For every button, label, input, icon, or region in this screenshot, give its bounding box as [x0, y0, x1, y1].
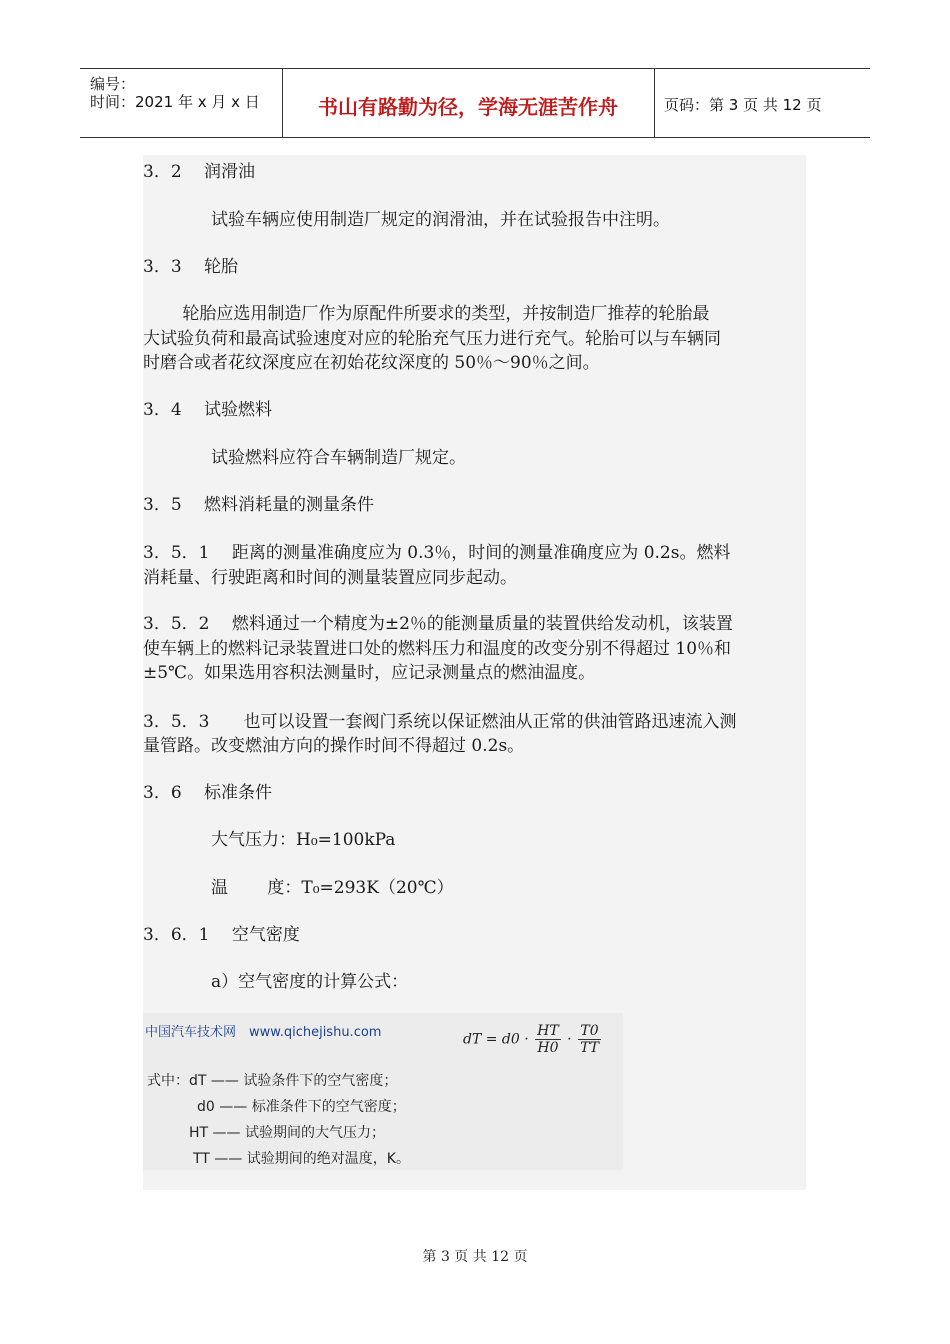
figure-watermark: 中国汽车技术网 www.qichejishu.com — [145, 1025, 382, 1040]
section-3-5-2-line1: 3．5．2 燃料通过一个精度为±2％的能测量质量的装置供给发动机，该装置 — [143, 614, 733, 634]
section-heading-3-4: 3．4 试验燃料 — [143, 400, 273, 420]
header-motto-cell — [282, 69, 655, 137]
document-date-label: 时间：2021 年 x 月 x 日 — [90, 93, 260, 111]
document-number-label: 编号： — [90, 75, 136, 93]
section-body-3-4: 试验燃料应符合车辆制造厂规定。 — [211, 448, 466, 468]
section-body-3-3-line1: 轮胎应选用制造厂作为原配件所要求的类型，并按制造厂推荐的轮胎最 — [143, 304, 710, 324]
header-meta-cell — [80, 69, 283, 137]
motto-text: 书山有路勤为径，学海无涯苦作舟 — [318, 95, 618, 119]
formula-legend-3: HT —— 试验期间的大气压力； — [189, 1125, 385, 1141]
air-density-formula-figure — [143, 1013, 623, 1170]
air-density-formula: dT = d0 · $\frac{HT}{H0}$ · $\frac{T0}{TT}$ — [463, 1023, 599, 1056]
formula-intro: a）空气密度的计算公式： — [211, 972, 409, 992]
section-3-5-3-line1: 3．5．3 也可以设置一套阀门系统以保证燃油从正常的供油管路迅速流入测 — [143, 712, 737, 732]
section-3-5-1-line1: 3．5．1 距离的测量准确度应为 0.3％，时间的测量准确度应为 0.2s。燃料 — [143, 543, 731, 563]
section-heading-3-5: 3．5 燃料消耗量的测量条件 — [143, 495, 375, 515]
section-3-5-2-line3: ±5℃。如果选用容积法测量时，应记录测量点的燃油温度。 — [143, 663, 596, 683]
pressure-ratio-numerator: HT — [537, 1023, 559, 1039]
section-3-5-3-line2: 量管路。改变燃油方向的操作时间不得超过 0.2s。 — [143, 736, 525, 756]
section-heading-3-3: 3．3 轮胎 — [143, 257, 239, 277]
formula-legend-4: TT —— 试验期间的绝对温度，K。 — [193, 1151, 410, 1167]
standard-temperature: 温 度：T₀=293K（20℃） — [211, 878, 454, 898]
page-code-label: 页码：第 3 页 共 12 页 — [664, 96, 822, 114]
temperature-ratio — [578, 1023, 601, 1056]
page-header — [80, 68, 870, 138]
section-body-3-3-line3: 时磨合或者花纹深度应在初始花纹深度的 50％～90％之间。 — [143, 353, 600, 373]
formula-legend-1: 式中：dT —— 试验条件下的空气密度； — [147, 1073, 398, 1089]
section-3-5-2-line2: 使车辆上的燃料记录装置进口处的燃料压力和温度的改变分别不得超过 10％和 — [143, 639, 732, 659]
pressure-ratio — [535, 1023, 561, 1056]
section-body-3-3-line2: 大试验负荷和最高试验速度对应的轮胎充气压力进行充气。轮胎可以与车辆同 — [143, 329, 721, 349]
pressure-ratio-denominator: H0 — [537, 1040, 559, 1056]
section-body-3-2: 试验车辆应使用制造厂规定的润滑油，并在试验报告中注明。 — [211, 210, 670, 230]
section-heading-3-6-1: 3．6．1 空气密度 — [143, 925, 300, 945]
section-3-5-1-line2: 消耗量、行驶距离和时间的测量装置应同步起动。 — [143, 568, 517, 588]
formula-lhs: dT = d0 · — [463, 1031, 529, 1048]
header-page-cell — [654, 69, 870, 137]
section-heading-3-6: 3．6 标准条件 — [143, 783, 273, 803]
standard-pressure: 大气压力：H₀=100kPa — [211, 830, 396, 850]
section-heading-3-2: 3．2 润滑油 — [143, 162, 256, 182]
temperature-ratio-numerator: T0 — [578, 1023, 601, 1040]
temperature-ratio-denominator: TT — [580, 1040, 599, 1056]
formula-legend-2: d0 —— 标准条件下的空气密度； — [197, 1099, 406, 1115]
page-footer: 第 3 页 共 12 页 — [422, 1249, 528, 1265]
